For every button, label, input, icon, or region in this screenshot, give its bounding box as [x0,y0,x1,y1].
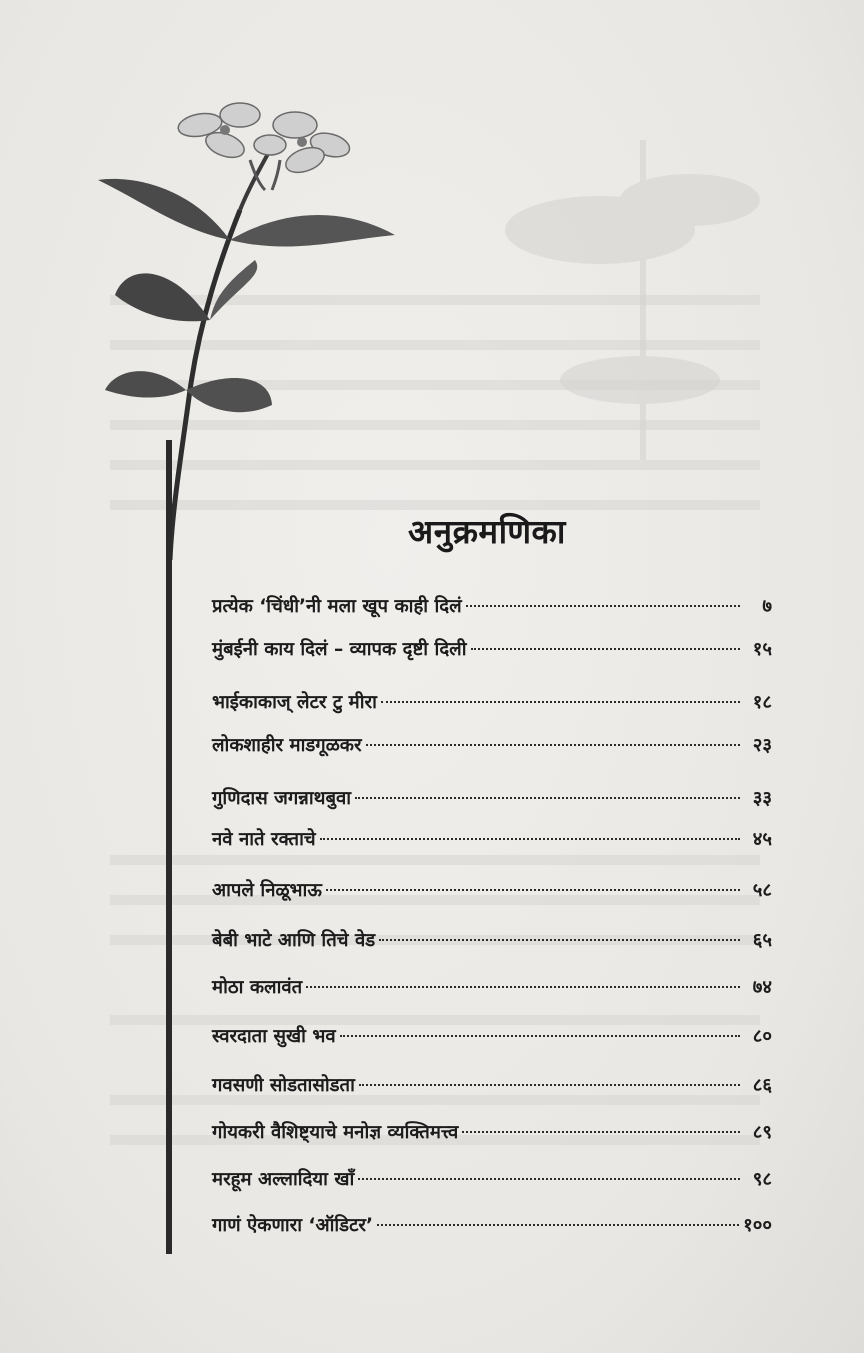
toc-entry [212,1118,772,1148]
toc-entry-title: मरहूम अल्लादिया खाँ [212,1169,355,1190]
leader-dots [462,1113,740,1133]
toc-entry [212,592,772,622]
toc-entry [212,731,772,761]
leader-dots [306,968,740,988]
toc-entry [212,825,772,855]
toc-entry-page: ७ [762,596,772,617]
leader-dots [471,630,741,650]
leader-dots [366,726,740,746]
toc-entry-page: ५८ [752,880,772,901]
toc-entry-page: ३३ [752,788,772,809]
leader-dots [379,921,740,941]
toc-entry-page: ८० [752,1026,772,1047]
toc-entry-title: मोठा कलावंत [212,977,303,998]
toc-entry [212,784,772,814]
leader-dots [355,779,740,799]
toc-entry-title: प्रत्येक ‘चिंधी’नी मला खूप काही दिलं [212,596,462,617]
toc-entry-title: नवे नाते रक्ताचे [212,829,316,850]
toc-entry-page: ७४ [752,977,772,998]
toc-entry-page: ९८ [752,1169,772,1190]
leader-dots [466,587,740,607]
leader-dots [359,1066,740,1086]
toc-entry [212,688,772,718]
toc-entry-title: गुणिदास जगन्नाथबुवा [212,788,352,809]
toc-entry-page: १८ [752,692,772,713]
leader-dots [326,871,740,891]
toc-entry-page: १०० [743,1215,772,1236]
toc-entry-title: गवसणी सोडतासोडता [212,1075,355,1096]
toc-entry [212,1022,772,1052]
toc-entry-title: गाणं ऐकणारा ‘ऑडिटर’ [212,1215,373,1236]
leader-dots [340,1017,740,1037]
toc-entry-page: ६५ [752,930,772,951]
toc-entry-title: स्वरदाता सुखी भव [212,1026,336,1047]
toc-entry [212,1165,772,1195]
toc-entry-page: ४५ [752,829,772,850]
toc-entry-page: ८९ [752,1122,772,1143]
toc-entry [212,1211,772,1241]
toc-entry-title: गोयकरी वैशिष्ट्याचे मनोज्ञ व्यक्तिमत्त्व [212,1122,459,1143]
leader-dots [358,1160,740,1180]
toc-entry-title: लोकशाहीर माडगूळकर [212,735,362,756]
toc-entry-title: भाईकाकाज् लेटर टु मीरा [212,692,377,713]
toc-heading: अनुक्रमणिका [408,512,566,551]
leader-dots [381,683,740,703]
toc-entry-title: आपले निळूभाऊ [212,880,322,901]
toc-entry-page: ८६ [752,1075,772,1096]
toc-entry [212,973,772,1003]
leader-dots [377,1206,739,1226]
toc-entry [212,1071,772,1101]
toc-entry [212,635,772,665]
toc-entry [212,876,772,906]
toc-entry-page: २३ [752,735,772,756]
leader-dots [320,820,740,840]
toc-entry-title: बेबी भाटे आणि तिचे वेड [212,930,376,951]
toc-entry-page: १५ [752,639,772,660]
toc-entry-title: मुंबईनी काय दिलं – व्यापक दृष्टी दिली [212,639,467,660]
toc-entry [212,926,772,956]
